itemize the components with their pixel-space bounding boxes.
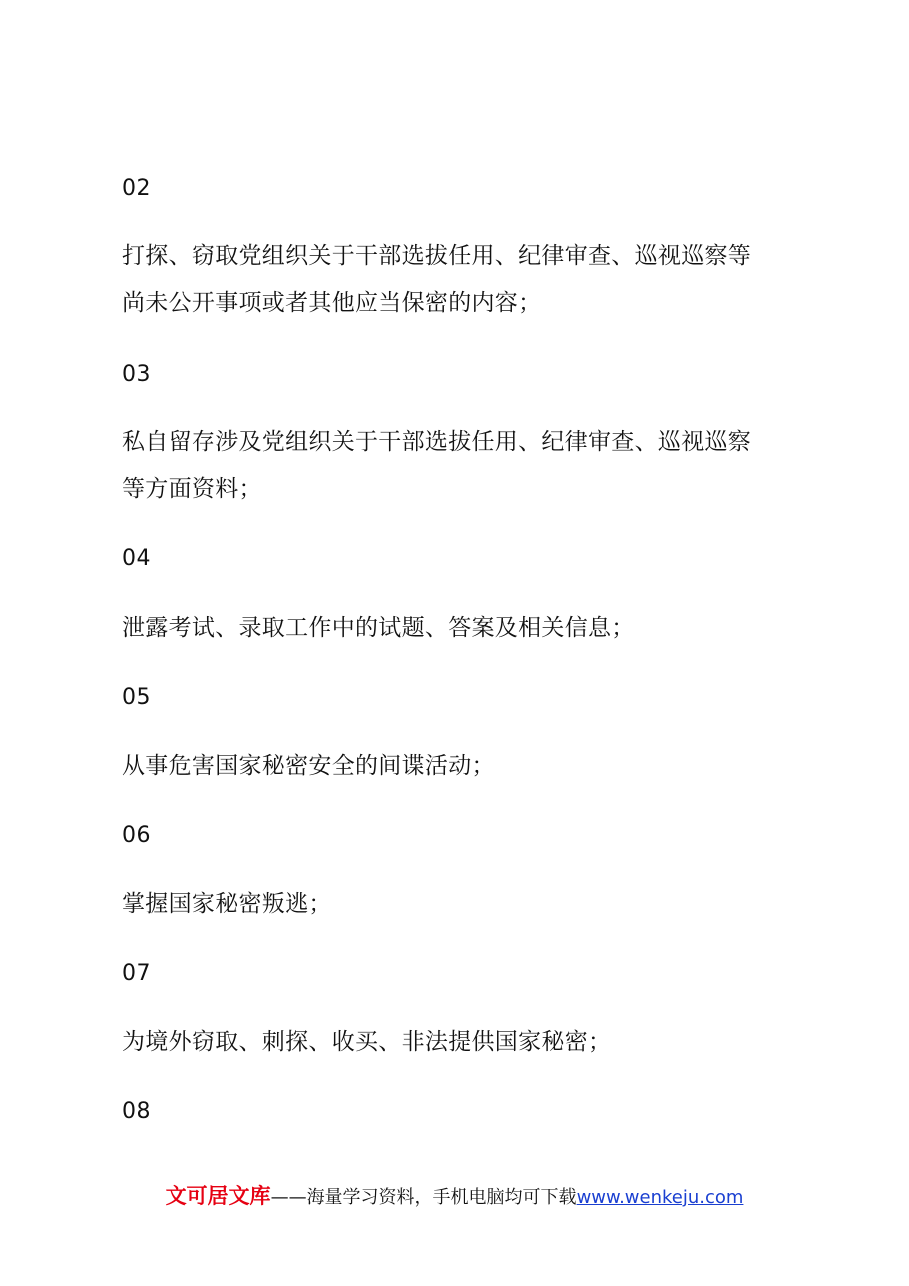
footer-tagline: ——海量学习资料，手机电脑均可下载 xyxy=(270,1187,577,1208)
item-text-02 xyxy=(122,233,792,327)
item-text-03 xyxy=(122,419,792,513)
item-text-line: 掌握国家秘密叛逃； xyxy=(122,891,332,917)
item-text-07 xyxy=(122,1019,792,1066)
item-number-05: 05 xyxy=(122,685,151,710)
footer-link[interactable]: www.wenkeju.com xyxy=(576,1187,744,1208)
item-number-03: 03 xyxy=(122,362,151,387)
item-text-05 xyxy=(122,743,792,790)
item-number-06: 06 xyxy=(122,823,151,848)
item-number-02: 02 xyxy=(122,176,151,201)
item-number-04: 04 xyxy=(122,546,151,571)
item-text-line: 为境外窃取、刺探、收买、非法提供国家秘密； xyxy=(122,1029,612,1055)
item-text-06 xyxy=(122,881,792,928)
item-number-07: 07 xyxy=(122,961,151,986)
page-footer xyxy=(0,1182,909,1212)
item-text-line: 尚未公开事项或者其他应当保密的内容； xyxy=(122,290,542,316)
item-text-04 xyxy=(122,605,792,652)
item-text-line: 从事危害国家秘密安全的间谍活动； xyxy=(122,753,495,779)
footer-brand: 文可居文库 xyxy=(165,1184,271,1208)
item-text-line: 打探、窃取党组织关于干部选拔任用、纪律审查、巡视巡察等 xyxy=(122,243,752,269)
item-number-08: 08 xyxy=(122,1099,151,1124)
item-text-line: 泄露考试、录取工作中的试题、答案及相关信息； xyxy=(122,615,635,641)
item-text-line: 等方面资料； xyxy=(122,476,262,502)
item-text-line: 私自留存涉及党组织关于干部选拔任用、纪律审查、巡视巡察 xyxy=(122,429,752,455)
